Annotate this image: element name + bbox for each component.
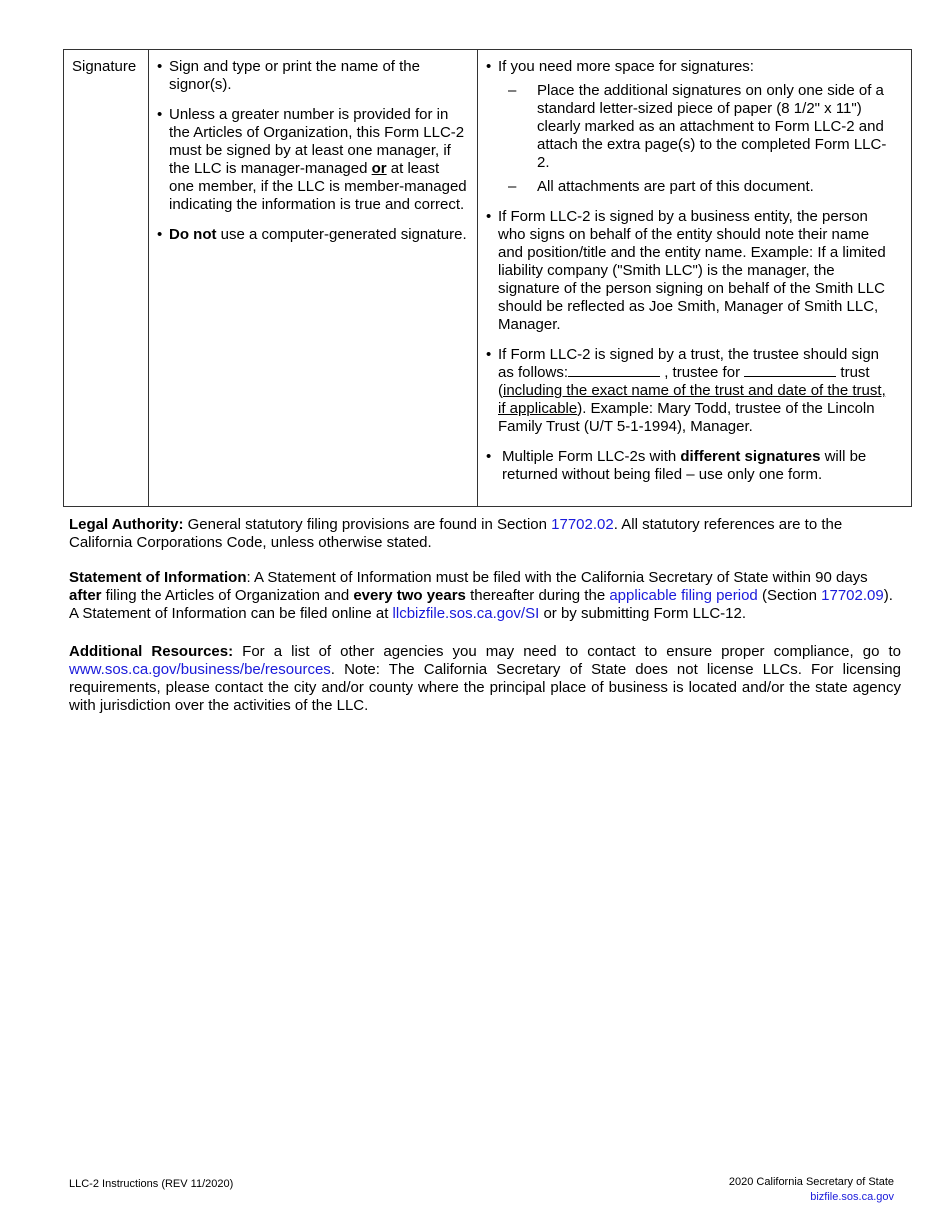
resources-link[interactable]: www.sos.ca.gov/business/be/resources [69, 661, 331, 678]
sub-list-item: – All attachments are part of this document. [508, 178, 897, 196]
guidance-cell [478, 50, 912, 507]
list-item: • If you need more space for signatures: – Place the additional signatures on only one side of a standard letter-sized piece of paper (8 1/2" x 11") clearly marked as an attachment to Form LLC-2 and attach the extra page(s) to the completed Form LLC-2. – All attachments are part of this document. [486, 58, 897, 196]
filing-period-link[interactable]: applicable filing period [609, 587, 758, 604]
row-label: Signature [72, 58, 137, 75]
list-item: • If Form LLC-2 is signed by a business entity, the person who signs on behalf of the entity should note their name and position/title and the entity name. Example: If a limited liability company ("Smith LLC") is the manager, the signature of the person signing on behalf of the Smith LLC should be reflected as Joe Smith, Manager of Smith LLC, Manager. [486, 208, 897, 334]
requirements-list [149, 50, 477, 244]
list-item: • Sign and type or print the name of the signor(s). [157, 58, 467, 94]
copyright-footer [729, 1175, 894, 1205]
table-row [64, 50, 912, 507]
row-label-cell [64, 50, 149, 507]
or-emphasis: or [371, 160, 387, 177]
legal-authority-paragraph: Legal Authority: General statutory filing provisions are found in Section 17702.02. All statutory references are to the California Corporations Code, unless otherwise stated. [69, 516, 843, 551]
trust-blank-line [744, 364, 836, 377]
bizfile-link[interactable]: bizfile.sos.ca.gov [810, 1191, 894, 1203]
list-item: • Multiple Form LLC-2s with different signatures will be returned without being filed – use only one form. [486, 448, 897, 484]
copyright-text: 2020 California Secretary of State [728, 1176, 894, 1188]
statement-online-link[interactable]: llcbizfile.sos.ca.gov/SI [392, 605, 540, 622]
signature-instructions-table [63, 49, 912, 507]
requirements-cell [149, 50, 478, 507]
list-item: • Unless a greater number is provided for in the Articles of Organization, this Form LLC-2 must be signed by at least one manager, if the LLC is manager-managed or at least one member, if the LLC is member-managed indicating the information is true and correct. [157, 106, 467, 214]
additional-resources-paragraph: Additional Resources: For a list of other agencies you may need to contact to ensure proper compliance, go to www.sos.ca.gov/business/be/resources. Note: The California Secretary of State does not license LLCs. For licensing requirements, please contact the city and/or county where the principal place of business is located and/or the state agency with jurisdiction over the activities of the LLC. [69, 643, 901, 714]
name-blank-line [568, 364, 660, 377]
section-17702-09-link[interactable]: 17702.09 [821, 587, 884, 604]
guidance-list [478, 50, 911, 506]
list-item: • Do not use a computer-generated signature. [157, 226, 467, 244]
section-17702-02-link[interactable]: 17702.02 [551, 516, 614, 533]
sub-list-item: – Place the additional signatures on only one side of a standard letter-sized piece of paper (8 1/2" x 11") clearly marked as an attachment to Form LLC-2 and attach the extra page(s) to the completed Form LLC-2. [508, 82, 897, 172]
sub-list [498, 82, 897, 196]
form-revision-footer: LLC-2 Instructions (REV 11/2020) [69, 1178, 234, 1190]
statement-of-information-paragraph: Statement of Information: A Statement of Information must be filed with the California Secretary of State within 90 days after filing the Articles of Organization and every two years thereafter during the applicable filing period (Section 17702.09). A Statement of Information can be filed online at llcbizfile.sos.ca.gov/SI or by submitting Form LLC-12. [69, 569, 893, 622]
list-item: • If Form LLC-2 is signed by a trust, the trustee should sign as follows: , trustee for trust (including the exact name of the trust and date of the trust, if applicable). Example: Mary Todd, trustee of the Lincoln Family Trust (U/T 5-1-1994), Manager. [486, 346, 897, 436]
